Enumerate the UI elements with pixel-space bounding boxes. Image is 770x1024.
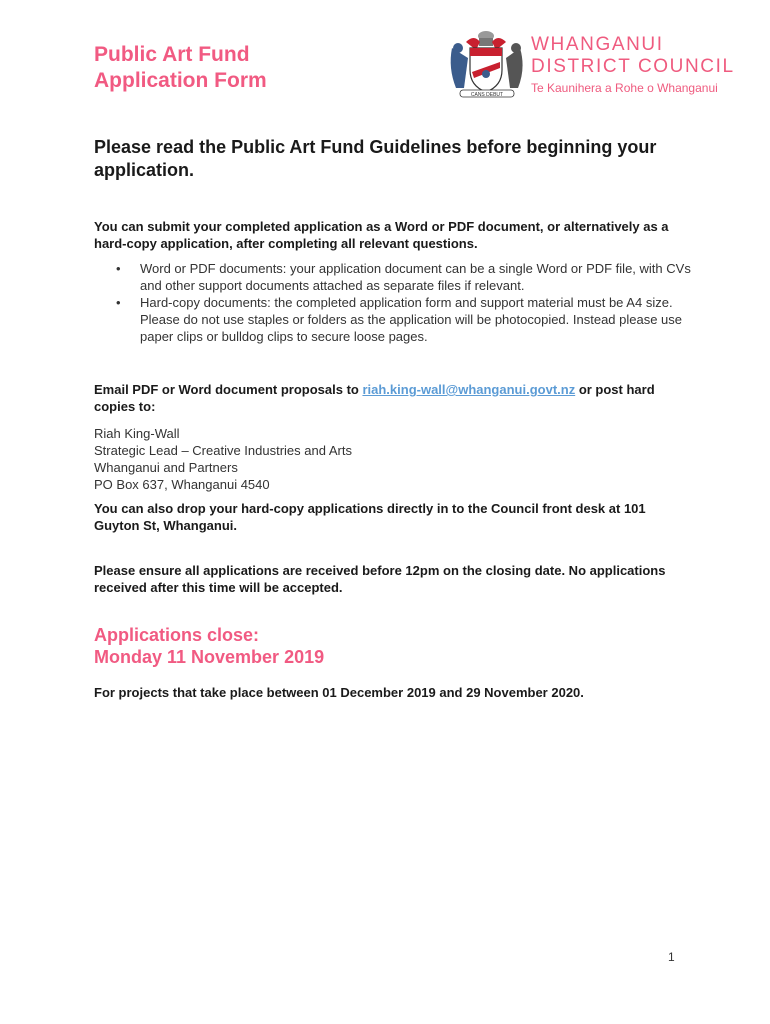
email-text-after: or post hard copies to: [94, 382, 655, 414]
address-line: Whanganui and Partners [94, 460, 238, 475]
list-item [94, 294, 694, 345]
form-title [94, 42, 267, 94]
closing-date [94, 624, 324, 668]
council-name-line-2: DISTRICT COUNCIL [531, 56, 735, 77]
council-name-line-1: WHANGANUI [531, 34, 664, 55]
closing-label: Applications close: [94, 625, 260, 645]
bullet-marker: • [116, 295, 121, 310]
coat-of-arms-icon [446, 28, 528, 100]
email-link[interactable]: riah.king-wall@whanganui.govt.nz [362, 382, 576, 397]
closing-date-value: Monday 11 November 2019 [94, 647, 325, 667]
list-item [94, 260, 694, 294]
email-text-before: Email PDF or Word document proposals to [94, 382, 363, 397]
bullet-marker: • [116, 261, 121, 276]
submission-intro: You can submit your completed application as a Word or PDF document, or alternatively as a hard-copy application, after completing all relevant questions. [94, 219, 669, 251]
address-line: Strategic Lead – Creative Industries and Arts [94, 443, 352, 458]
email-instructions [94, 381, 694, 415]
drop-off-note: You can also drop your hard-copy applications directly in to the Council front desk at 101 Guyton St, Whanganui. [94, 501, 646, 533]
deadline-note: Please ensure all applications are received before 12pm on the closing date. No applications received after this time will be accepted. [94, 563, 666, 595]
submission-options-list [94, 260, 694, 345]
guidelines-heading: Please read the Public Art Fund Guidelines before beginning your application. [94, 137, 657, 180]
address-line: Riah King-Wall [94, 426, 180, 441]
council-name [531, 34, 735, 96]
postal-address [94, 425, 352, 493]
address-line: PO Box 637, Whanganui 4540 [94, 477, 270, 492]
council-tagline: Te Kaunihera a Rohe o Whanganui [531, 81, 718, 95]
page-number: 1 [668, 950, 675, 964]
list-item-text: Word or PDF documents: your application document can be a single Word or PDF file, with CVs and other support documents attached as separate files if relevant. [140, 261, 691, 293]
title-line-1: Public Art Fund [94, 43, 250, 66]
council-logo [446, 28, 736, 100]
title-line-2: Application Form [94, 69, 267, 92]
project-period: For projects that take place between 01 December 2019 and 29 November 2020. [94, 685, 584, 700]
crest-scroll-text: CANS DEBUT [470, 91, 504, 98]
list-item-text: Hard-copy documents: the completed application form and support material must be A4 size. Please do not use staples or folders as the application will be photocopied. Instead please use paper clips or bulldog clips to secure loose pages. [140, 295, 683, 344]
